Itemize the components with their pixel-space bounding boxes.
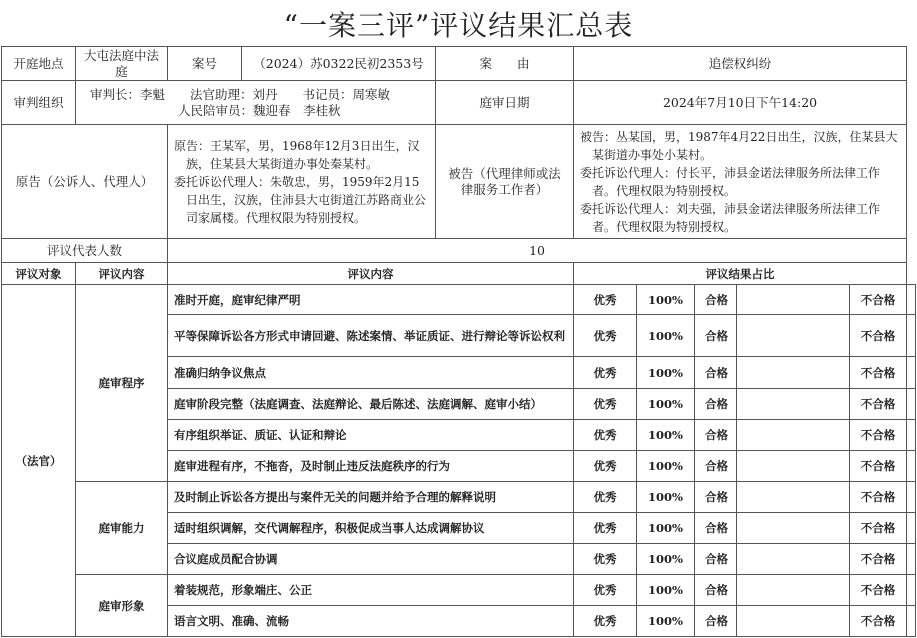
result-excellent-pct: 100%	[637, 389, 695, 420]
evaluation-category: 庭审能力	[76, 482, 168, 575]
result-fail-pct	[907, 357, 916, 389]
result-fail-pct	[907, 315, 916, 357]
evaluation-object: （法官）	[2, 285, 76, 637]
evaluation-item: 及时制止诉讼各方提出与案件无关的问题并给予合理的解释说明	[168, 482, 574, 513]
result-excellent-pct: 100%	[637, 451, 695, 482]
plaintiff-line: 原告：王某军，男，1968年12月3日出生，汉族，住某县大某街道办事处秦某村。	[174, 138, 420, 171]
result-excellent-pct: 100%	[637, 315, 695, 357]
evaluation-item: 准确归纳争议焦点	[168, 357, 574, 389]
plaintiff-info	[168, 125, 436, 239]
result-fail-label: 不合格	[850, 420, 907, 451]
reviewers-label: 评议代表人数	[2, 239, 168, 263]
result-excellent-pct: 100%	[637, 513, 695, 544]
case-no-label: 案号	[168, 47, 242, 81]
result-pass-pct	[737, 575, 850, 606]
result-pass-pct	[737, 451, 850, 482]
result-excellent-label: 优秀	[574, 285, 637, 315]
cause-value: 追偿权纠纷	[574, 47, 907, 81]
result-fail-label: 不合格	[850, 606, 907, 637]
result-pass-pct	[737, 285, 850, 315]
result-excellent-pct: 100%	[637, 606, 695, 637]
result-excellent-pct: 100%	[637, 482, 695, 513]
result-fail-pct	[907, 575, 916, 606]
result-pass-label: 合格	[695, 315, 737, 357]
case-no-value: （2024）苏0322民初2353号	[242, 47, 436, 81]
result-fail-label: 不合格	[850, 575, 907, 606]
result-excellent-label: 优秀	[574, 544, 637, 575]
plaintiff-label: 原告（公诉人、代理人）	[2, 125, 168, 239]
defendant-line: 被告：丛某国，男，1987年4月22日出生，汉族，住某县大某街道办事处小某村。	[580, 129, 898, 162]
evaluation-item: 语言文明、准确、流畅	[168, 606, 574, 637]
result-fail-label: 不合格	[850, 357, 907, 389]
defendant-agent-line-1: 委托诉讼代理人：付长平，沛县金诺法律服务所法律工作者。代理权限为特别授权。	[580, 165, 881, 198]
result-excellent-pct: 100%	[637, 575, 695, 606]
result-pass-pct	[737, 606, 850, 637]
panel-label: 审判组织	[2, 81, 76, 125]
page-title: “一案三评”评议结果汇总表	[283, 9, 634, 42]
result-fail-label: 不合格	[850, 544, 907, 575]
result-excellent-label: 优秀	[574, 451, 637, 482]
header-object: 评议对象	[2, 263, 76, 285]
court-location-value: 大屯法庭中法庭	[76, 47, 168, 81]
evaluation-item: 庭审阶段完整（法庭调查、法庭辩论、最后陈述、法庭调解、庭审小结）	[168, 389, 574, 420]
result-pass-pct	[737, 389, 850, 420]
result-pass-label: 合格	[695, 389, 737, 420]
result-fail-pct	[907, 420, 916, 451]
header-result: 评议结果占比	[574, 263, 907, 285]
header-content-category: 评议内容	[76, 263, 168, 285]
result-excellent-label: 优秀	[574, 420, 637, 451]
result-pass-pct	[737, 482, 850, 513]
evaluation-item: 合议庭成员配合协调	[168, 544, 574, 575]
result-fail-pct	[907, 389, 916, 420]
defendant-label: 被告（代理律师或法律服务工作者）	[436, 125, 574, 239]
evaluation-item: 着装规范，形象端庄、公正	[168, 575, 574, 606]
result-excellent-pct: 100%	[637, 420, 695, 451]
panel-members	[76, 81, 436, 125]
result-pass-label: 合格	[695, 482, 737, 513]
evaluation-row	[2, 575, 916, 606]
result-fail-label: 不合格	[850, 285, 907, 315]
result-pass-label: 合格	[695, 420, 737, 451]
reviewers-count: 10	[168, 239, 907, 263]
evaluation-item: 适时组织调解，交代调解程序，积极促成当事人达成调解协议	[168, 513, 574, 544]
evaluation-item: 平等保障诉讼各方形式申请回避、陈述案情、举证质证、进行辩论等诉讼权利	[168, 315, 574, 357]
result-fail-label: 不合格	[850, 482, 907, 513]
defendant-info	[574, 125, 907, 239]
result-excellent-label: 优秀	[574, 389, 637, 420]
hearing-date-value: 2024年7月10日下午14:20	[574, 81, 907, 125]
result-excellent-pct: 100%	[637, 357, 695, 389]
result-excellent-label: 优秀	[574, 575, 637, 606]
result-pass-label: 合格	[695, 357, 737, 389]
result-pass-label: 合格	[695, 544, 737, 575]
evaluation-row	[2, 482, 916, 513]
panel-line-2: 人民陪审员：魏迎春 李桂秋	[178, 102, 341, 118]
result-fail-pct	[907, 606, 916, 637]
court-location-label: 开庭地点	[2, 47, 76, 81]
evaluation-item: 庭审进程有序，不拖沓，及时制止违反法庭秩序的行为	[168, 451, 574, 482]
result-fail-label: 不合格	[850, 451, 907, 482]
result-excellent-label: 优秀	[574, 315, 637, 357]
result-pass-pct	[737, 544, 850, 575]
result-pass-pct	[737, 513, 850, 544]
result-excellent-pct: 100%	[637, 544, 695, 575]
result-fail-pct	[907, 285, 916, 315]
result-excellent-label: 优秀	[574, 482, 637, 513]
result-excellent-pct: 100%	[637, 285, 695, 315]
result-excellent-label: 优秀	[574, 606, 637, 637]
panel-line-1: 审判长：李魁 法官助理：刘丹 书记员：周寒敏	[90, 86, 391, 102]
result-excellent-label: 优秀	[574, 357, 637, 389]
evaluation-item: 准时开庭，庭审纪律严明	[168, 285, 574, 315]
result-fail-pct	[907, 544, 916, 575]
result-pass-label: 合格	[695, 285, 737, 315]
summary-table	[1, 46, 916, 637]
cause-label: 案 由	[436, 47, 574, 81]
evaluation-item: 有序组织举证、质证、认证和辩论	[168, 420, 574, 451]
result-fail-label: 不合格	[850, 513, 907, 544]
result-pass-label: 合格	[695, 606, 737, 637]
evaluation-category: 庭审形象	[76, 575, 168, 637]
result-pass-label: 合格	[695, 575, 737, 606]
plaintiff-agent-line: 委托诉讼代理人：朱敬忠，男，1959年2月15日出生，汉族，住沛县大屯街道江苏路商业公司家属楼。代理权限为特别授权。	[174, 174, 427, 225]
evaluation-category: 庭审程序	[76, 285, 168, 482]
result-fail-pct	[907, 513, 916, 544]
result-fail-label: 不合格	[850, 315, 907, 357]
result-pass-label: 合格	[695, 513, 737, 544]
defendant-agent-line-2: 委托诉讼代理人：刘夫强，沛县金诺法律服务所法律工作者。代理权限为特别授权。	[580, 201, 881, 234]
result-fail-pct	[907, 451, 916, 482]
result-pass-pct	[737, 357, 850, 389]
header-content: 评议内容	[168, 263, 574, 285]
result-pass-pct	[737, 315, 850, 357]
evaluation-row	[2, 285, 916, 315]
result-pass-label: 合格	[695, 451, 737, 482]
result-pass-pct	[737, 420, 850, 451]
result-fail-pct	[907, 482, 916, 513]
result-excellent-label: 优秀	[574, 513, 637, 544]
result-fail-label: 不合格	[850, 389, 907, 420]
hearing-date-label: 庭审日期	[436, 81, 574, 125]
